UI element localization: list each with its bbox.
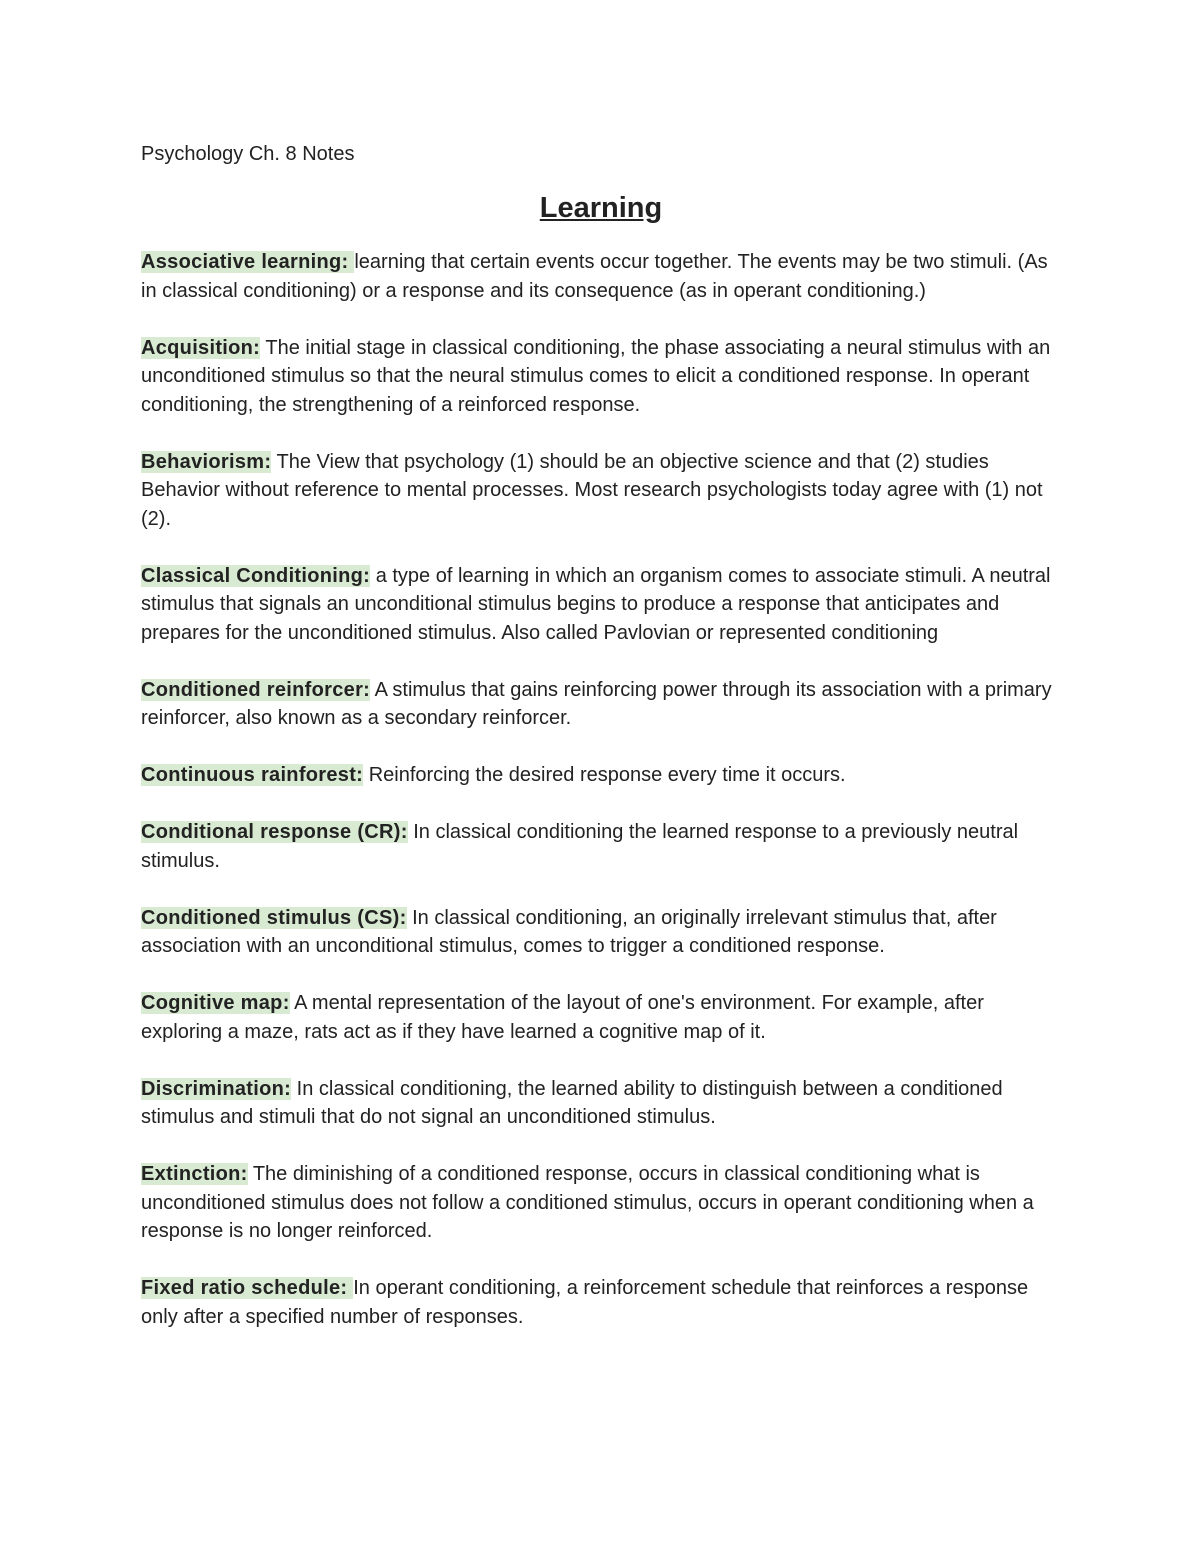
term-label: Fixed ratio schedule: [141,1277,354,1299]
term-definition: In operant conditioning, a reinforcement schedule that reinforces a response only after a specified number of responses. [141,1277,1029,1328]
term-list [141,248,1061,1331]
term-entry-fixed-ratio-schedule [141,1274,1061,1331]
term-entry-continuous-rainforest [141,761,1061,790]
page-title: Learning [539,192,663,224]
term-definition: learning that certain events occur together. The events may be two stimuli. (As in classical conditioning) or a response and its consequence (as in operant conditioning.) [141,251,1048,302]
term-entry-conditioned-reinforcer [141,676,1061,733]
term-definition: A mental representation of the layout of one's environment. For example, after exploring a maze, rats act as if they have learned a cognitive map of it. [141,992,984,1043]
term-entry-acquisition [141,334,1061,420]
term-label: Conditioned reinforcer: [141,678,371,701]
term-definition: The diminishing of a conditioned response, occurs in classical conditioning what is unconditioned stimulus does not follow a conditioned stimulus, occurs in operant conditioning when a response is no longer reinforced. [141,1163,1034,1242]
term-entry-extinction [141,1160,1061,1246]
term-entry-conditional-response [141,818,1061,875]
term-label: Classical Conditioning: [141,564,371,587]
term-label: Continuous rainforest: [141,764,364,786]
term-definition: In classical conditioning the learned response to a previously neutral stimulus. [141,821,1019,872]
document-header: Psychology Ch. 8 Notes [141,143,355,165]
term-label: Conditioned stimulus (CS): [141,906,407,929]
term-label: Extinction: [141,1163,248,1185]
term-entry-discrimination [141,1075,1061,1132]
term-entry-classical-conditioning [141,562,1061,648]
term-entry-conditioned-stimulus [141,904,1061,961]
term-definition: Reinforcing the desired response every time it occurs. [363,764,846,786]
term-entry-cognitive-map [141,989,1061,1046]
term-definition: The initial stage in classical conditioning, the phase associating a neural stimulus with an unconditioned stimulus so that the neural stimulus comes to elicit a conditioned response. In operant conditioning, the strengthening of a reinforced response. [141,336,1051,416]
term-definition: The View that psychology (1) should be an objective science and that (2) studies Behavior without reference to mental processes. Most research psychologists today agree with (1) not (2). [141,450,1043,530]
term-label: Acquisition: [141,336,261,359]
term-label: Cognitive map: [141,992,290,1014]
term-definition: a type of learning in which an organism comes to associate stimuli. A neutral stimulus that signals an unconditional stimulus begins to produce a response that anticipates and prepares for the unconditioned stimulus. Also called Pavlovian or represented conditioning [141,564,1051,644]
term-definition: A stimulus that gains reinforcing power through its association with a primary reinforcer, also known as a secondary reinforcer. [141,678,1052,729]
term-label: Behaviorism: [141,450,272,473]
document-page [141,138,1061,1360]
term-label: Conditional response (CR): [141,821,408,843]
term-definition: In classical conditioning, an originally irrelevant stimulus that, after association with an unconditional stimulus, comes to trigger a conditioned response. [141,906,997,957]
term-label: Associative learning: [141,251,355,273]
term-label: Discrimination: [141,1077,292,1100]
term-entry-associative-learning [141,248,1061,305]
term-definition: In classical conditioning, the learned ability to distinguish between a conditioned stimulus and stimuli that do not signal an unconditioned stimulus. [141,1077,1003,1128]
term-entry-behaviorism [141,448,1061,534]
